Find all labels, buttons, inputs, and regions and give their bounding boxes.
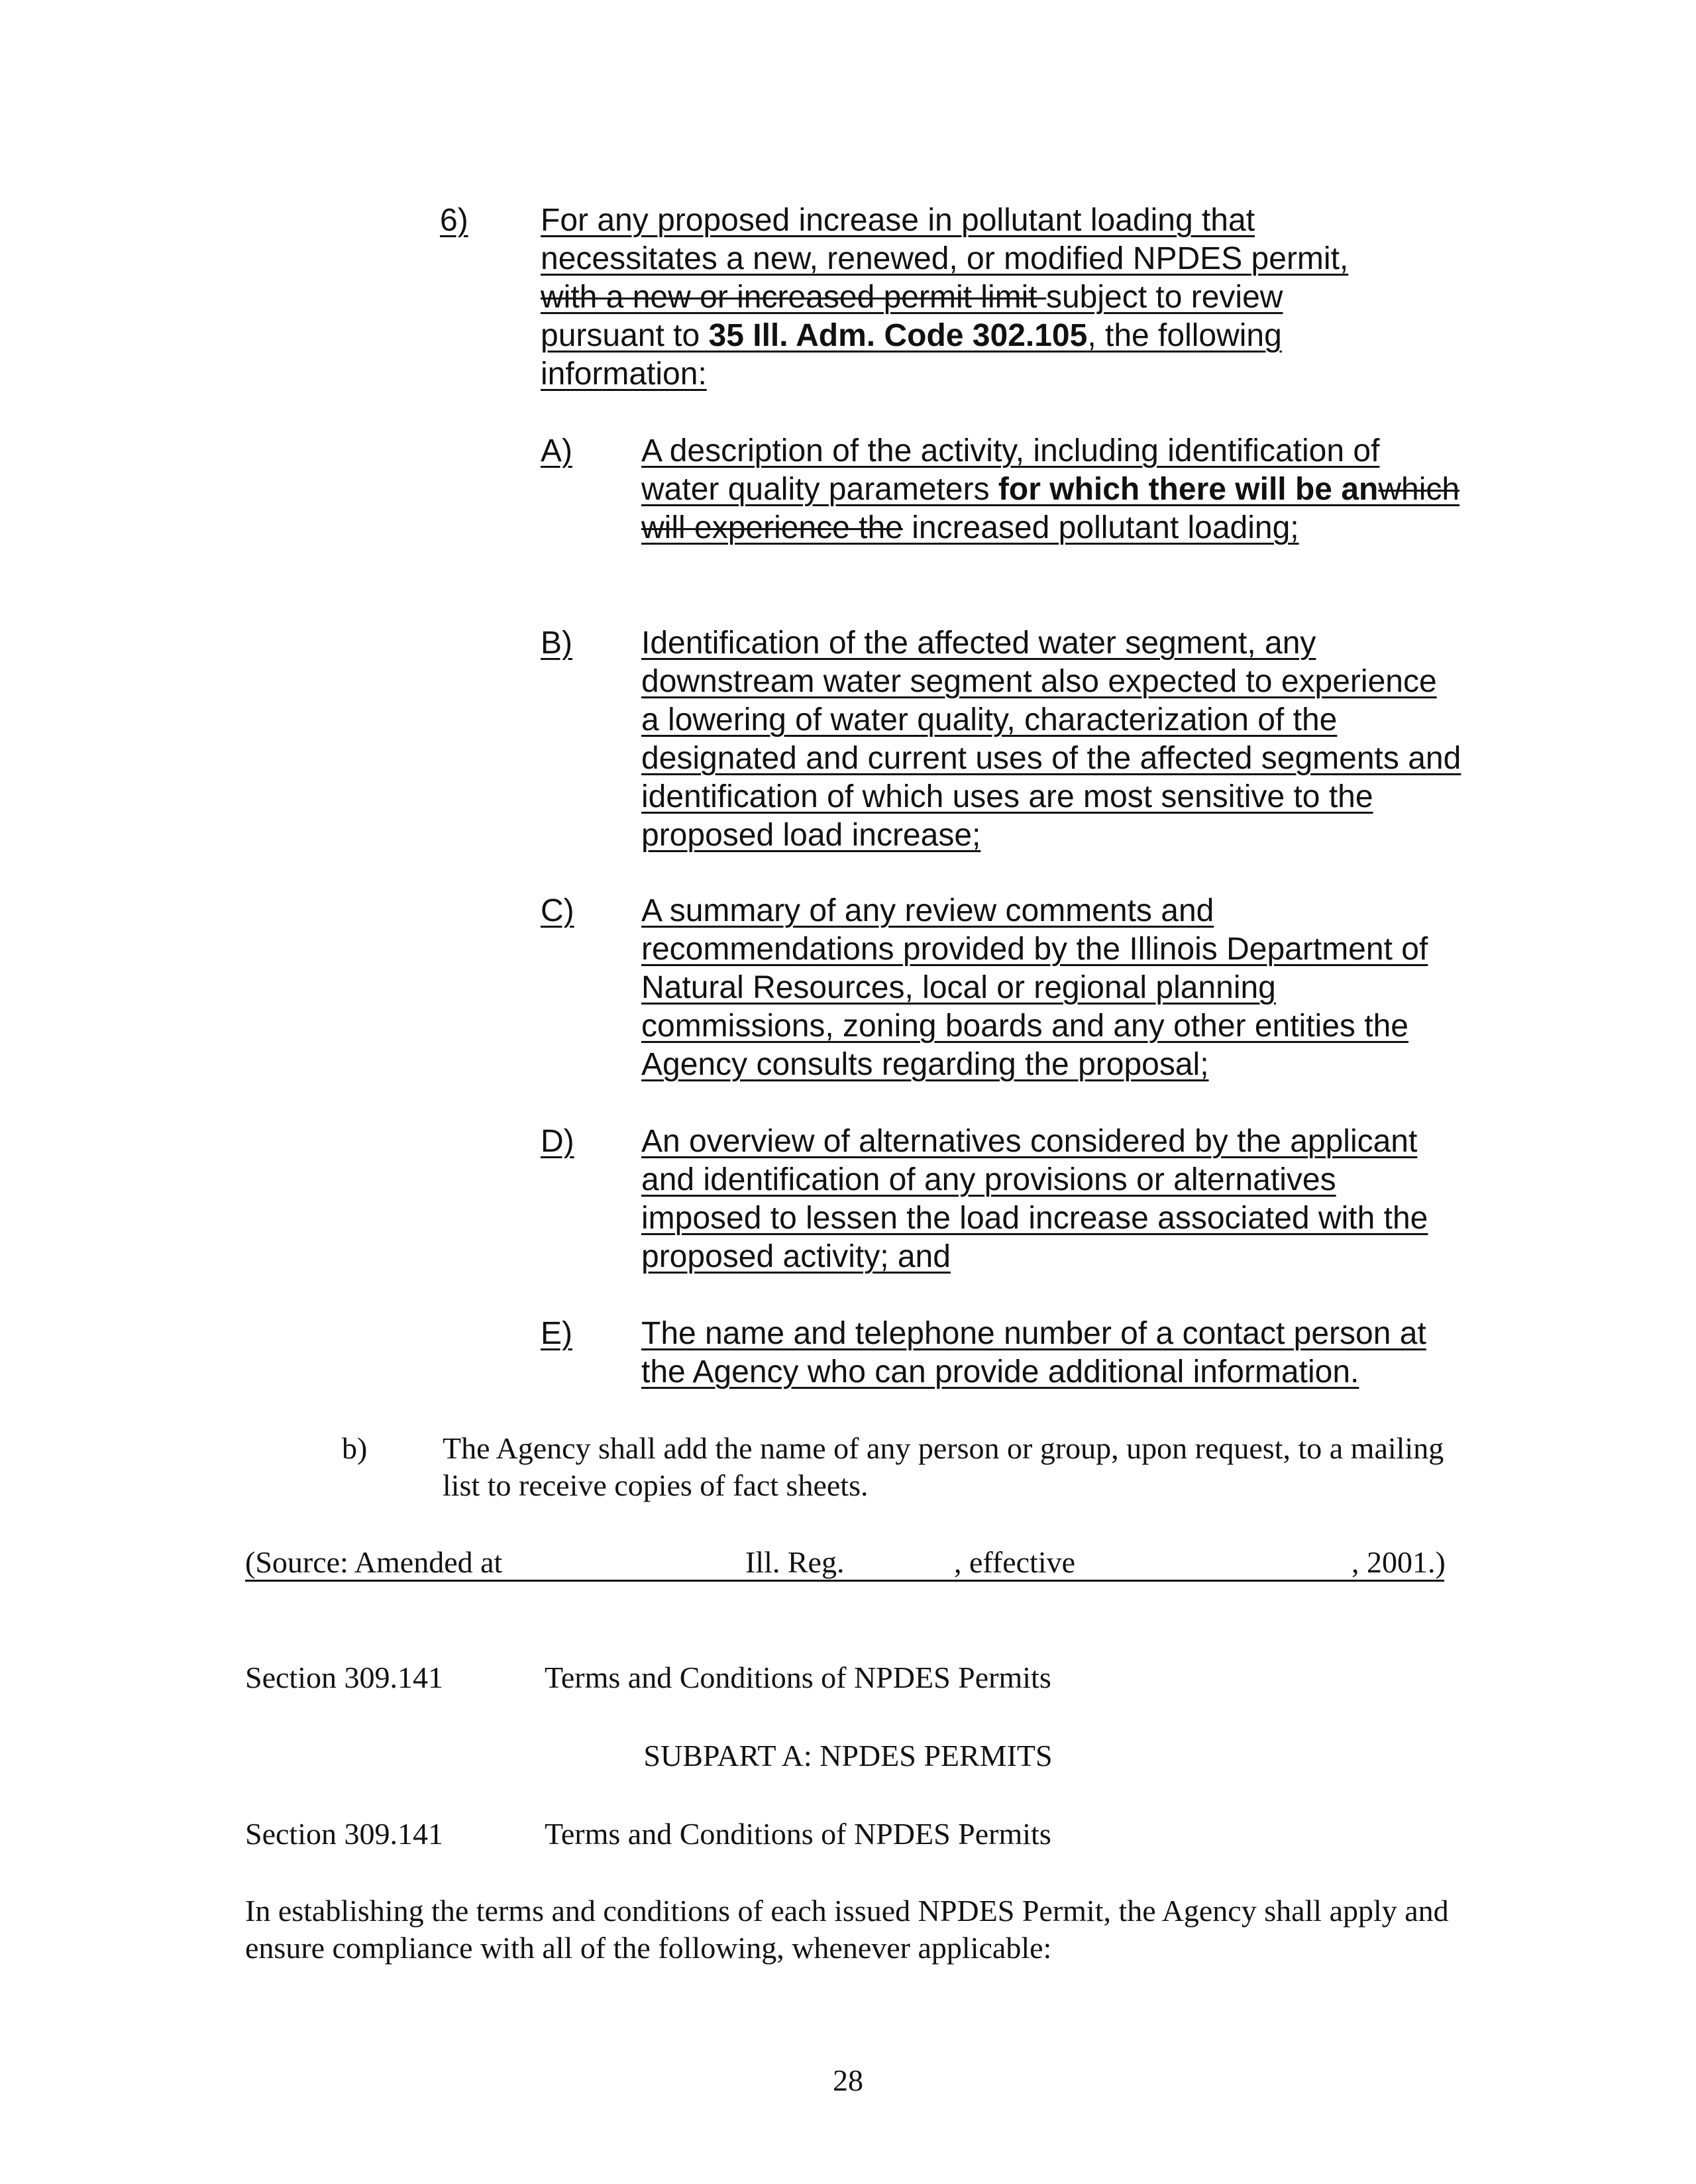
section-1-title: Terms and Conditions of NPDES Permits xyxy=(545,1661,1051,1694)
source-part-4: , 2001.) xyxy=(1352,1545,1446,1579)
section-2-title: Terms and Conditions of NPDES Permits xyxy=(545,1817,1051,1851)
item-b-lower-text: The Agency shall add the name of any person or group, upon request, to a mailing list to receive copies of fact sheets. xyxy=(443,1431,1444,1502)
item-e-marker: E) xyxy=(541,1316,572,1351)
item-e-text: The name and telephone number of a contact person at the Agency who can provide additional information. xyxy=(641,1316,1426,1390)
item-a-seg1: A description of the activity, including identification of water quality parameters xyxy=(641,433,1380,507)
source-note xyxy=(245,1544,1444,1584)
item-b-lower-marker: b) xyxy=(342,1431,368,1465)
source-underline xyxy=(245,1580,1444,1582)
source-part-1: (Source: Amended at xyxy=(245,1545,503,1579)
item-a-struck: which will experience the xyxy=(641,472,1460,545)
item-6-seg3: , the following information: xyxy=(541,318,1282,392)
item-6-struck: with a new or increased permit limit xyxy=(541,280,1046,315)
item-a-marker: A) xyxy=(541,433,572,468)
item-6-text xyxy=(541,201,1349,394)
item-c-text: A summary of any review comments and recommendations provided by the Illinois Department of Natural Resources, local or regional planning commissions, zoning boards and any other entities the Agency consults regarding the proposal; xyxy=(641,893,1428,1082)
item-6-seg1: For any proposed increase in pollutant loading that necessitates a new, renewed, or modified NPDES permit, xyxy=(541,203,1349,276)
page-number: 28 xyxy=(833,2063,863,2097)
item-a-bold: for which there will be an xyxy=(998,472,1379,507)
item-d-text: An overview of alternatives considered by the applicant and identification of any provisions or alternatives imposed to lessen the load increase associated with the proposed activity; and xyxy=(641,1124,1428,1274)
item-b-marker: B) xyxy=(541,626,572,661)
subpart-heading: SUBPART A: NPDES PERMITS xyxy=(643,1739,1053,1773)
item-c-marker: C) xyxy=(541,893,574,928)
item-b-text: Identification of the affected water segment, any downstream water segment also expected to experience a lowering of water quality, characterization of the designated and current uses of the affected segments and identification of which uses are most sensitive to the proposed load increase; xyxy=(641,626,1461,853)
item-6-seg2: subject to review pursuant to xyxy=(541,280,1283,353)
source-part-2: Ill. Reg. xyxy=(745,1545,845,1579)
closing-paragraph: In establishing the terms and conditions of each issued NPDES Permit, the Agency shall apply and ensure compliance with all of the following, whenever applicable: xyxy=(245,1894,1449,1965)
section-2-number: Section 309.141 xyxy=(245,1817,443,1851)
section-1-number: Section 309.141 xyxy=(245,1661,443,1694)
source-part-3: , effective xyxy=(954,1545,1076,1579)
item-6-marker: 6) xyxy=(440,203,468,238)
item-d-marker: D) xyxy=(541,1124,574,1159)
item-6-bold-citation: 35 Ill. Adm. Code 302.105 xyxy=(708,318,1088,353)
item-a-seg2: increased pollutant loading; xyxy=(902,510,1299,545)
item-a-text xyxy=(641,432,1463,547)
